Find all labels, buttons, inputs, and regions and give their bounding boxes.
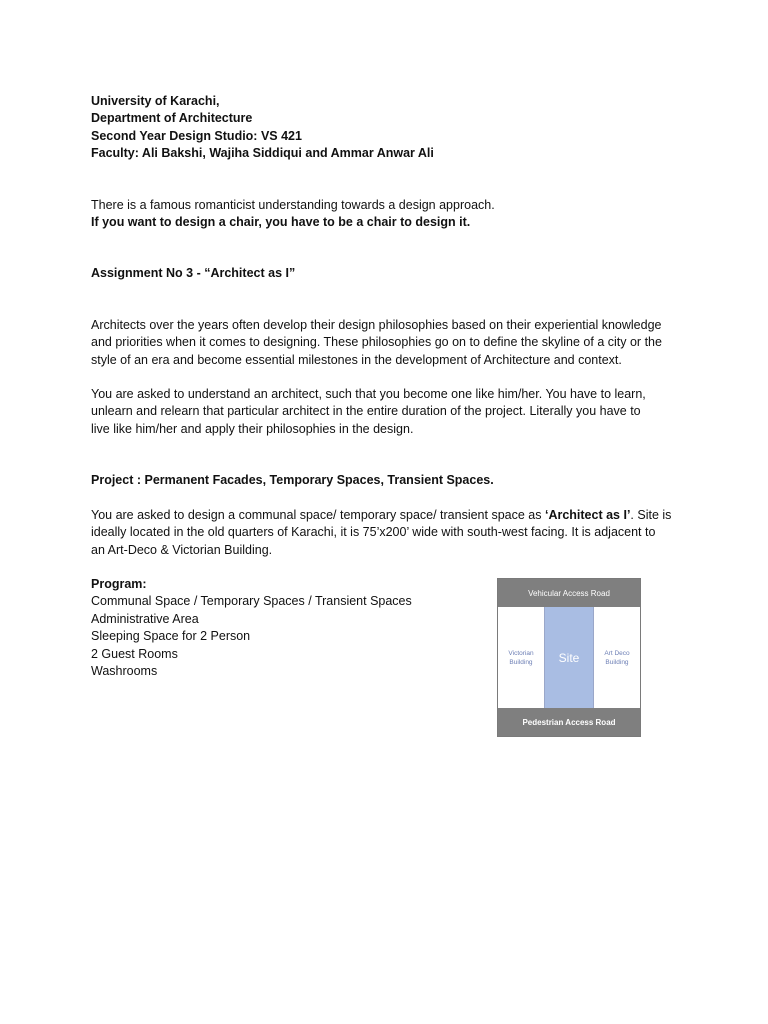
para3-text-a: You are asked to design a communal space/ temporary space/ transient space as bbox=[91, 507, 545, 522]
program-item: 2 Guest Rooms bbox=[91, 646, 178, 661]
department-line: Department of Architecture bbox=[91, 111, 253, 126]
program-heading: Program: bbox=[91, 576, 147, 591]
para1-line-2: and priorities when it comes to designing. These philosophies go on to define the skyline of a city or the bbox=[91, 335, 662, 350]
para3-line-1 bbox=[91, 507, 691, 524]
project-title: Project : Permanent Facades, Temporary Spaces, Transient Spaces. bbox=[91, 473, 494, 488]
art-deco-building bbox=[593, 607, 640, 709]
intro-line-2: If you want to design a chair, you have to be a chair to design it. bbox=[91, 215, 471, 230]
program-item: Washrooms bbox=[91, 663, 158, 678]
para2-line-1: You are asked to understand an architect, such that you become one like him/her. You have to learn, bbox=[91, 387, 646, 402]
site-plot: Site bbox=[545, 607, 593, 709]
victorian-building bbox=[498, 607, 545, 709]
para1-line-3: style of an era and become essential milestones in the development of Architecture and context. bbox=[91, 352, 622, 367]
para2-line-3: live like him/her and apply their philosophies in the design. bbox=[91, 421, 414, 436]
art-deco-label-1: Art Deco bbox=[604, 650, 630, 657]
para3-line-2: ideally located in the old quarters of Karachi, it is 75’x200’ wide with south-west facing. It is adjacent to bbox=[91, 525, 656, 540]
para2-line-2: unlearn and relearn that particular architect in the entire duration of the project. Literally you have to bbox=[91, 404, 641, 419]
program-item: Communal Space / Temporary Spaces / Transient Spaces bbox=[91, 594, 412, 609]
studio-line: Second Year Design Studio: VS 421 bbox=[91, 128, 302, 143]
intro-line-1: There is a famous romanticist understanding towards a design approach. bbox=[91, 197, 495, 212]
art-deco-label-2: Building bbox=[605, 659, 629, 666]
victorian-label-1: Victorian bbox=[508, 650, 534, 657]
university-line: University of Karachi, bbox=[91, 94, 220, 108]
vehicular-access-road: Vehicular Access Road bbox=[498, 579, 640, 607]
para3-text-c: . Site is bbox=[630, 507, 672, 522]
victorian-label-2: Building bbox=[509, 659, 533, 666]
faculty-line: Faculty: Ali Bakshi, Wajiha Siddiqui and Ammar Anwar Ali bbox=[91, 146, 434, 161]
site-diagram bbox=[497, 578, 641, 737]
program-item: Sleeping Space for 2 Person bbox=[91, 629, 251, 644]
para1-line-1: Architects over the years often develop their design philosophies based on their experiential knowledge bbox=[91, 317, 662, 332]
program-item: Administrative Area bbox=[91, 611, 199, 626]
para3-line-3: an Art-Deco & Victorian Building. bbox=[91, 542, 273, 557]
pedestrian-access-road: Pedestrian Access Road bbox=[498, 708, 640, 736]
assignment-title: Assignment No 3 - “Architect as I” bbox=[91, 266, 296, 281]
para3-text-bold: ‘Architect as I’ bbox=[544, 507, 631, 522]
